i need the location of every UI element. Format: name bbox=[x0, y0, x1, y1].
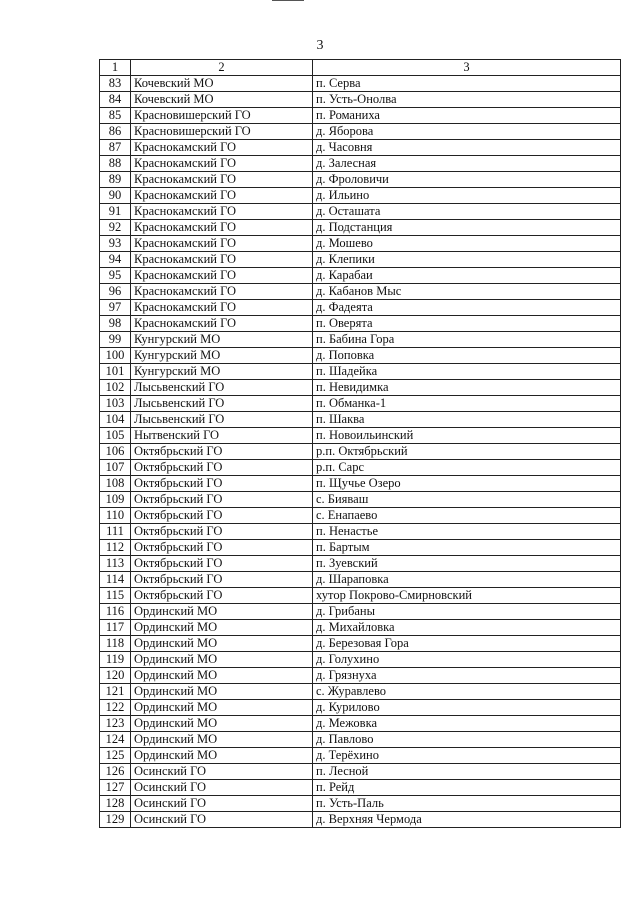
row-number-cell: 113 bbox=[100, 556, 131, 572]
header-col-2: 2 bbox=[131, 60, 313, 76]
municipality-cell: Октябрьский ГО bbox=[131, 444, 313, 460]
settlement-cell: д. Курилово bbox=[313, 700, 621, 716]
row-number-cell: 83 bbox=[100, 76, 131, 92]
municipality-cell: Нытвенский ГО bbox=[131, 428, 313, 444]
row-number-cell: 94 bbox=[100, 252, 131, 268]
settlement-cell: п. Шаква bbox=[313, 412, 621, 428]
table-row bbox=[100, 124, 621, 140]
settlement-cell: п. Бартым bbox=[313, 540, 621, 556]
table-row bbox=[100, 492, 621, 508]
table-row bbox=[100, 764, 621, 780]
row-number-cell: 119 bbox=[100, 652, 131, 668]
table-row bbox=[100, 364, 621, 380]
row-number-cell: 112 bbox=[100, 540, 131, 556]
settlement-cell: д. Шараповка bbox=[313, 572, 621, 588]
settlement-cell: п. Оверята bbox=[313, 316, 621, 332]
settlement-cell: д. Ильино bbox=[313, 188, 621, 204]
row-number-cell: 123 bbox=[100, 716, 131, 732]
table-row bbox=[100, 556, 621, 572]
settlement-cell: п. Рейд bbox=[313, 780, 621, 796]
row-number-cell: 98 bbox=[100, 316, 131, 332]
municipality-cell: Ординский МО bbox=[131, 620, 313, 636]
table-row bbox=[100, 172, 621, 188]
settlement-cell: п. Усть-Онолва bbox=[313, 92, 621, 108]
municipality-cell: Кочевский МО bbox=[131, 76, 313, 92]
table-row bbox=[100, 572, 621, 588]
table-row bbox=[100, 636, 621, 652]
row-number-cell: 88 bbox=[100, 156, 131, 172]
row-number-cell: 129 bbox=[100, 812, 131, 828]
row-number-cell: 86 bbox=[100, 124, 131, 140]
row-number-cell: 91 bbox=[100, 204, 131, 220]
table-row bbox=[100, 188, 621, 204]
row-number-cell: 114 bbox=[100, 572, 131, 588]
settlement-cell: п. Бабина Гора bbox=[313, 332, 621, 348]
municipality-cell: Осинский ГО bbox=[131, 812, 313, 828]
settlement-cell: д. Осташата bbox=[313, 204, 621, 220]
settlement-cell: п. Зуевский bbox=[313, 556, 621, 572]
row-number-cell: 128 bbox=[100, 796, 131, 812]
municipality-cell: Краснокамский ГО bbox=[131, 300, 313, 316]
municipality-cell: Краснокамский ГО bbox=[131, 284, 313, 300]
row-number-cell: 111 bbox=[100, 524, 131, 540]
settlement-cell: д. Поповка bbox=[313, 348, 621, 364]
table-row bbox=[100, 812, 621, 828]
row-number-cell: 105 bbox=[100, 428, 131, 444]
settlement-cell: р.п. Октябрьский bbox=[313, 444, 621, 460]
table-row bbox=[100, 428, 621, 444]
settlement-cell: п. Невидимка bbox=[313, 380, 621, 396]
settlement-cell: д. Михайловка bbox=[313, 620, 621, 636]
row-number-cell: 87 bbox=[100, 140, 131, 156]
settlement-cell: п. Усть-Паль bbox=[313, 796, 621, 812]
row-number-cell: 109 bbox=[100, 492, 131, 508]
table-row bbox=[100, 444, 621, 460]
settlement-cell: р.п. Сарс bbox=[313, 460, 621, 476]
municipality-cell: Ординский МО bbox=[131, 684, 313, 700]
table-row bbox=[100, 108, 621, 124]
settlement-cell: п. Шадейка bbox=[313, 364, 621, 380]
table-row bbox=[100, 236, 621, 252]
row-number-cell: 115 bbox=[100, 588, 131, 604]
municipality-cell: Октябрьский ГО bbox=[131, 508, 313, 524]
table-row bbox=[100, 156, 621, 172]
table-row bbox=[100, 316, 621, 332]
settlement-cell: д. Верхняя Чермода bbox=[313, 812, 621, 828]
row-number-cell: 84 bbox=[100, 92, 131, 108]
table-row bbox=[100, 348, 621, 364]
row-number-cell: 121 bbox=[100, 684, 131, 700]
table-row bbox=[100, 412, 621, 428]
row-number-cell: 95 bbox=[100, 268, 131, 284]
municipality-cell: Осинский ГО bbox=[131, 780, 313, 796]
row-number-cell: 96 bbox=[100, 284, 131, 300]
table-row bbox=[100, 748, 621, 764]
row-number-cell: 102 bbox=[100, 380, 131, 396]
settlements-table bbox=[99, 59, 621, 828]
page-number: 3 bbox=[316, 38, 324, 53]
table-row bbox=[100, 700, 621, 716]
row-number-cell: 89 bbox=[100, 172, 131, 188]
municipality-cell: Краснокамский ГО bbox=[131, 156, 313, 172]
row-number-cell: 103 bbox=[100, 396, 131, 412]
municipality-cell: Краснокамский ГО bbox=[131, 204, 313, 220]
municipality-cell: Краснокамский ГО bbox=[131, 172, 313, 188]
table-row bbox=[100, 76, 621, 92]
settlement-cell: д. Залесная bbox=[313, 156, 621, 172]
settlement-cell: с. Бияваш bbox=[313, 492, 621, 508]
settlement-cell: д. Голухино bbox=[313, 652, 621, 668]
row-number-cell: 100 bbox=[100, 348, 131, 364]
settlement-cell: п. Лесной bbox=[313, 764, 621, 780]
municipality-cell: Октябрьский ГО bbox=[131, 572, 313, 588]
row-number-cell: 116 bbox=[100, 604, 131, 620]
settlement-cell: д. Мошево bbox=[313, 236, 621, 252]
settlement-cell: д. Карабаи bbox=[313, 268, 621, 284]
municipality-cell: Ординский МО bbox=[131, 732, 313, 748]
table-row bbox=[100, 620, 621, 636]
municipality-cell: Красновишерский ГО bbox=[131, 124, 313, 140]
settlement-cell: д. Часовня bbox=[313, 140, 621, 156]
municipality-cell: Краснокамский ГО bbox=[131, 268, 313, 284]
table-row bbox=[100, 140, 621, 156]
municipality-cell: Кунгурский МО bbox=[131, 348, 313, 364]
municipality-cell: Ординский МО bbox=[131, 652, 313, 668]
row-number-cell: 124 bbox=[100, 732, 131, 748]
row-number-cell: 122 bbox=[100, 700, 131, 716]
table-row bbox=[100, 668, 621, 684]
settlement-cell: д. Фроловичи bbox=[313, 172, 621, 188]
settlement-cell: д. Подстанция bbox=[313, 220, 621, 236]
table-row bbox=[100, 220, 621, 236]
municipality-cell: Красновишерский ГО bbox=[131, 108, 313, 124]
row-number-cell: 97 bbox=[100, 300, 131, 316]
municipality-cell: Кунгурский МО bbox=[131, 364, 313, 380]
municipality-cell: Лысьвенский ГО bbox=[131, 380, 313, 396]
municipality-cell: Ординский МО bbox=[131, 636, 313, 652]
settlement-cell: д. Павлово bbox=[313, 732, 621, 748]
table-row bbox=[100, 380, 621, 396]
municipality-cell: Краснокамский ГО bbox=[131, 188, 313, 204]
municipality-cell: Ординский МО bbox=[131, 716, 313, 732]
municipality-cell: Ординский МО bbox=[131, 668, 313, 684]
settlement-cell: п. Ненастье bbox=[313, 524, 621, 540]
table-row bbox=[100, 284, 621, 300]
row-number-cell: 106 bbox=[100, 444, 131, 460]
settlement-cell: п. Новоильинский bbox=[313, 428, 621, 444]
municipality-cell: Октябрьский ГО bbox=[131, 588, 313, 604]
row-number-cell: 101 bbox=[100, 364, 131, 380]
table-row bbox=[100, 396, 621, 412]
settlement-cell: хутор Покрово-Смирновский bbox=[313, 588, 621, 604]
row-number-cell: 125 bbox=[100, 748, 131, 764]
municipality-cell: Октябрьский ГО bbox=[131, 476, 313, 492]
municipality-cell: Кунгурский МО bbox=[131, 332, 313, 348]
table-row bbox=[100, 332, 621, 348]
row-number-cell: 92 bbox=[100, 220, 131, 236]
municipality-cell: Октябрьский ГО bbox=[131, 460, 313, 476]
table-row bbox=[100, 780, 621, 796]
municipality-cell: Краснокамский ГО bbox=[131, 140, 313, 156]
table-row bbox=[100, 684, 621, 700]
settlement-cell: п. Серва bbox=[313, 76, 621, 92]
settlement-cell: д. Клепики bbox=[313, 252, 621, 268]
settlement-cell: п. Обманка-1 bbox=[313, 396, 621, 412]
row-number-cell: 85 bbox=[100, 108, 131, 124]
municipality-cell: Лысьвенский ГО bbox=[131, 396, 313, 412]
table-row bbox=[100, 524, 621, 540]
row-number-cell: 117 bbox=[100, 620, 131, 636]
row-number-cell: 120 bbox=[100, 668, 131, 684]
municipality-cell: Октябрьский ГО bbox=[131, 556, 313, 572]
table-row bbox=[100, 716, 621, 732]
municipality-cell: Краснокамский ГО bbox=[131, 252, 313, 268]
table-row bbox=[100, 732, 621, 748]
table-row bbox=[100, 588, 621, 604]
row-number-cell: 127 bbox=[100, 780, 131, 796]
municipality-cell: Октябрьский ГО bbox=[131, 492, 313, 508]
municipality-cell: Осинский ГО bbox=[131, 796, 313, 812]
header-col-3: 3 bbox=[313, 60, 621, 76]
row-number-cell: 118 bbox=[100, 636, 131, 652]
municipality-cell: Краснокамский ГО bbox=[131, 316, 313, 332]
settlement-cell: д. Грязнуха bbox=[313, 668, 621, 684]
municipality-cell: Ординский МО bbox=[131, 700, 313, 716]
row-number-cell: 104 bbox=[100, 412, 131, 428]
municipality-cell: Краснокамский ГО bbox=[131, 236, 313, 252]
settlement-cell: д. Кабанов Мыс bbox=[313, 284, 621, 300]
table-row bbox=[100, 300, 621, 316]
settlement-cell: д. Терёхино bbox=[313, 748, 621, 764]
table-row bbox=[100, 460, 621, 476]
top-edge-line bbox=[272, 0, 304, 1]
row-number-cell: 108 bbox=[100, 476, 131, 492]
table-row bbox=[100, 268, 621, 284]
table-row bbox=[100, 476, 621, 492]
table-row bbox=[100, 92, 621, 108]
row-number-cell: 90 bbox=[100, 188, 131, 204]
row-number-cell: 110 bbox=[100, 508, 131, 524]
row-number-cell: 93 bbox=[100, 236, 131, 252]
settlement-cell: д. Яборова bbox=[313, 124, 621, 140]
settlement-cell: с. Енапаево bbox=[313, 508, 621, 524]
table-row bbox=[100, 796, 621, 812]
municipality-cell: Октябрьский ГО bbox=[131, 524, 313, 540]
table-row bbox=[100, 540, 621, 556]
row-number-cell: 126 bbox=[100, 764, 131, 780]
settlement-cell: д. Грибаны bbox=[313, 604, 621, 620]
header-col-1: 1 bbox=[100, 60, 131, 76]
municipality-cell: Лысьвенский ГО bbox=[131, 412, 313, 428]
table-row bbox=[100, 252, 621, 268]
settlement-cell: п. Романиха bbox=[313, 108, 621, 124]
table-body bbox=[100, 76, 621, 828]
row-number-cell: 107 bbox=[100, 460, 131, 476]
settlement-cell: д. Фадеята bbox=[313, 300, 621, 316]
settlement-cell: д. Межовка bbox=[313, 716, 621, 732]
municipality-cell: Ординский МО bbox=[131, 604, 313, 620]
settlement-cell: д. Березовая Гора bbox=[313, 636, 621, 652]
settlement-cell: п. Щучье Озеро bbox=[313, 476, 621, 492]
municipality-cell: Ординский МО bbox=[131, 748, 313, 764]
table-row bbox=[100, 508, 621, 524]
row-number-cell: 99 bbox=[100, 332, 131, 348]
municipality-cell: Октябрьский ГО bbox=[131, 540, 313, 556]
table-row bbox=[100, 652, 621, 668]
table-row bbox=[100, 204, 621, 220]
table-row bbox=[100, 604, 621, 620]
settlement-cell: с. Журавлево bbox=[313, 684, 621, 700]
municipality-cell: Краснокамский ГО bbox=[131, 220, 313, 236]
table-header-row bbox=[100, 60, 621, 76]
municipality-cell: Кочевский МО bbox=[131, 92, 313, 108]
municipality-cell: Осинский ГО bbox=[131, 764, 313, 780]
